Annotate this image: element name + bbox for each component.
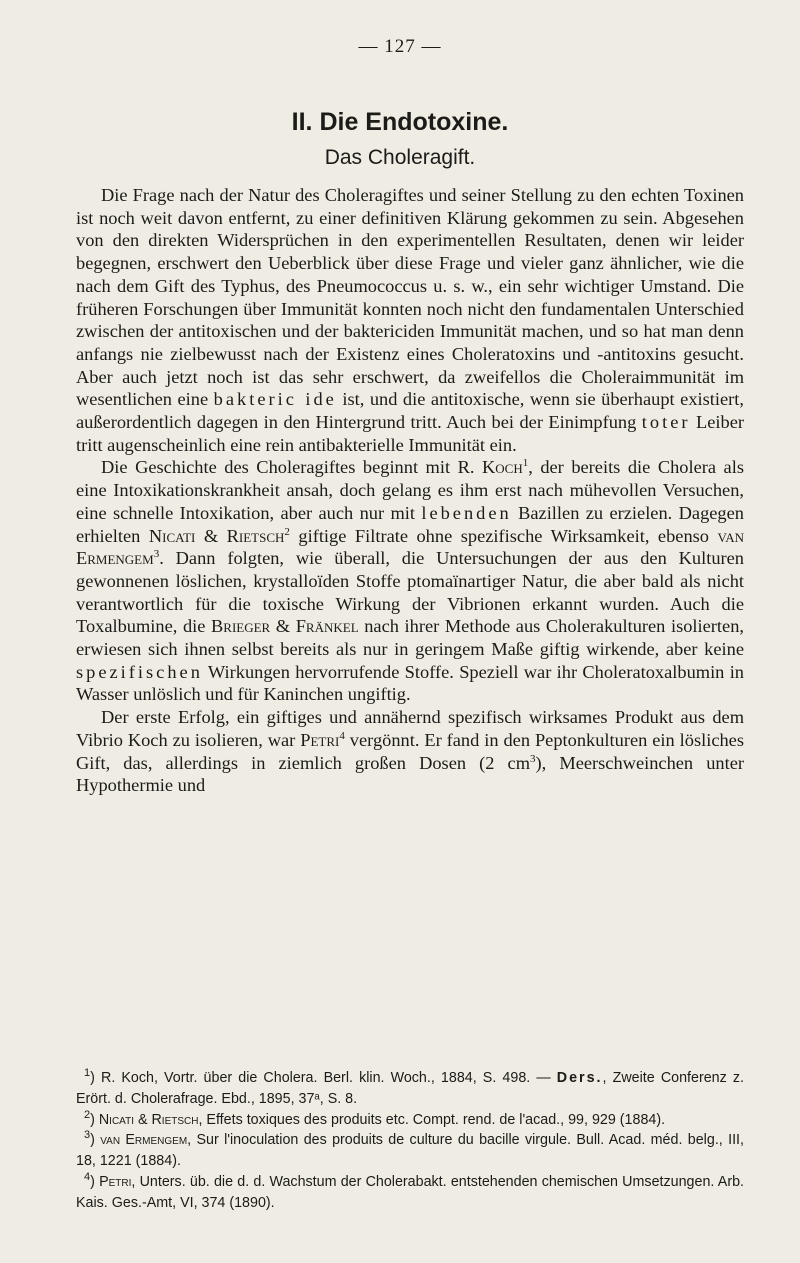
text-run: vergönnt. Er fand in den Peptonkulturen ein lösliches Gift, das, allerdings in ziemlich großen Dosen (2 cm <box>76 729 744 773</box>
footnote-ref-2: 2 <box>284 525 290 538</box>
footnote-text: , Zweite Conferenz z. Erört. d. Cholerafrage. Ebd., 1895, 37ᵃ, S. 8. <box>76 1070 745 1107</box>
text-run: Leiber tritt augenscheinlich eine rein antibakterielle Immunität ein. <box>76 412 744 455</box>
emphasis-bactericidal: bakteric ide <box>213 389 337 410</box>
footnote-mark: 3 <box>84 1129 91 1142</box>
text-run: Bazillen zu erzielen. Dagegen erhielten <box>76 502 744 546</box>
paragraph-1 <box>76 184 744 456</box>
footnote-ref-4: 4 <box>339 729 345 742</box>
footnote-mark: 1 <box>84 1067 91 1080</box>
text-run: Wirkungen hervorrufende Stoffe. Speziell war ihr Choleratoxalbumin in Wasser unlöslich und für Kaninchen ungiftig. <box>76 661 744 705</box>
footnote-author: Petri <box>99 1173 132 1190</box>
author-koch: R. Koch <box>457 457 523 478</box>
author-nicati-rietsch: Nicati & Rietsch <box>148 525 285 546</box>
text-run: , der bereits die Cholera als eine Intoxikationskrankheit ansah, doch gelang es ihm erst nach mühevollen Versuchen, eine schnelle Intoxikation, aber auch nur mit <box>76 457 744 523</box>
section-heading: II. Die Endotoxine. <box>291 108 509 136</box>
text-run: Die Geschichte des Choleragiftes beginnt mit <box>101 457 451 478</box>
page-number: — 127 — <box>358 36 442 57</box>
text-run: Der erste Erfolg, ein giftiges und annähernd spezifisch wirksames Produkt aus dem Vibrio Koch zu isolieren, war <box>76 707 744 750</box>
footnote-mark: 2 <box>84 1108 91 1121</box>
paragraph-2 <box>76 456 744 706</box>
superscript-cubic: 3 <box>530 752 536 765</box>
footnote-3: $^3$) van Ermengem, Sur l'inoculation des produits de culture du bacille virgule. Bull. Acad. méd. belg., III, 18, 1221 (1884). <box>76 1129 744 1170</box>
emphasis-living: lebenden <box>421 502 512 523</box>
author-petri: Petri <box>300 729 340 750</box>
footnote-text: , Effets toxiques des produits etc. Compt. rend. de l'acad., 99, 929 (1884). <box>198 1111 666 1128</box>
author-van-ermengem: van Ermengem <box>76 525 744 569</box>
footnote-1: $^1$) R. Koch, Vortr. über die Cholera. Berl. klin. Woch., 1884, S. 498. — Ders., Zweite Conferenz z. Erört. d. Cholerafrage. Ebd., 1895, 37ᵃ, S. 8. <box>76 1067 745 1107</box>
paragraph-3 <box>76 706 744 797</box>
footnote-mark: 4 <box>84 1171 91 1184</box>
footnote-author: Nicati & Rietsch <box>98 1111 199 1128</box>
footnote-2: $^2$) Nicati & Rietsch, Effets toxiques des produits etc. Compt. rend. de l'acad., 99, 929 (1884). <box>84 1108 666 1128</box>
footnote-4: $^4$) Petri, Unters. üb. die d. d. Wachstum der Cholerabakt. entstehenden chemischen Umsetzungen. Arb. Kais. Ges.-Amt, VI, 374 (1890). <box>76 1171 745 1211</box>
text-run: nach ihrer Methode aus Cholerakulturen isolierten, erwiesen sich ihnen selbst bereits als nur in geringem Maße giftig wirkende, aber keine <box>76 616 744 660</box>
author-brieger-fraenkel: Brieger & Fränkel <box>211 616 359 637</box>
body-text <box>76 184 744 797</box>
footnote-author: van Ermengem <box>100 1132 188 1149</box>
text-run: ), Meerschweinchen unter Hypothermie und <box>76 752 744 796</box>
text-run: ist, und die antitoxische, wenn sie überhaupt existiert, außerordentlich dagegen in den Hintergrund tritt. Auch bei der Einimpfung <box>76 389 745 433</box>
footnote-ders: Ders. <box>556 1070 603 1086</box>
footnote-ref-1: 1 <box>522 457 529 470</box>
text-run: giftige Filtrate ohne spezifische Wirksamkeit, ebenso <box>298 525 709 546</box>
section-subheading: Das Choleragift. <box>324 146 476 169</box>
emphasis-specific: spezifischen <box>76 661 203 682</box>
footnote-ref-3: 3 <box>153 548 160 561</box>
footnotes <box>76 1068 744 1214</box>
emphasis-dead: toter <box>641 412 691 433</box>
text-run: . Dann folgten, wie überall, die Untersuchungen der aus den Kulturen gewonnenen löslichen, krystalloïden Stoffe ptomaïnartiger Natur, die aber bald als nicht verantwortlich für die toxische Wirkung der Vibrionen erkannt wurden. Auch die Toxalbumine, die <box>76 548 744 637</box>
footnote-text: , Sur l'inoculation des produits de culture du bacille virgule. Bull. Acad. méd. belg., III, 18, 1221 (1884). <box>76 1132 744 1170</box>
footnote-text: R. Koch, Vortr. über die Cholera. Berl. klin. Woch., 1884, S. 498. — <box>101 1070 551 1086</box>
footnote-text: , Unters. üb. die d. d. Wachstum der Cholerabakt. entstehenden chemischen Umsetzungen. Arb. Kais. Ges.-Amt, VI, 374 (1890). <box>76 1173 745 1211</box>
text-run: Die Frage nach der Natur des Choleragiftes und seiner Stellung zu den echten Toxinen ist noch weit davon entfernt, zu einer definitiven Klärung gekommen zu sein. Abgesehen von den direkten Widersprüchen in den experimentellen Resultaten, denen wir leider begegnen, erschwert den Ueberblick über diese Frage und vieler ganz ähnlicher, wie die nach dem Gift des Typhus, des Pneumococcus u. s. w., ein sehr wichtiger Umstand. Die früheren Forschungen über Immunität konnten noch nicht den fundamentalen Unterschied zwischen der antitoxischen und der baktericiden Immunität machen, und so hat man denn anfangs nie zielbewusst nach der Existenz eines Choleratoxins und -antitoxins gesucht. Aber auch jetzt noch ist das sehr erschwert, da zweifellos die Choleraimmunität im wesentlichen eine <box>76 185 744 410</box>
